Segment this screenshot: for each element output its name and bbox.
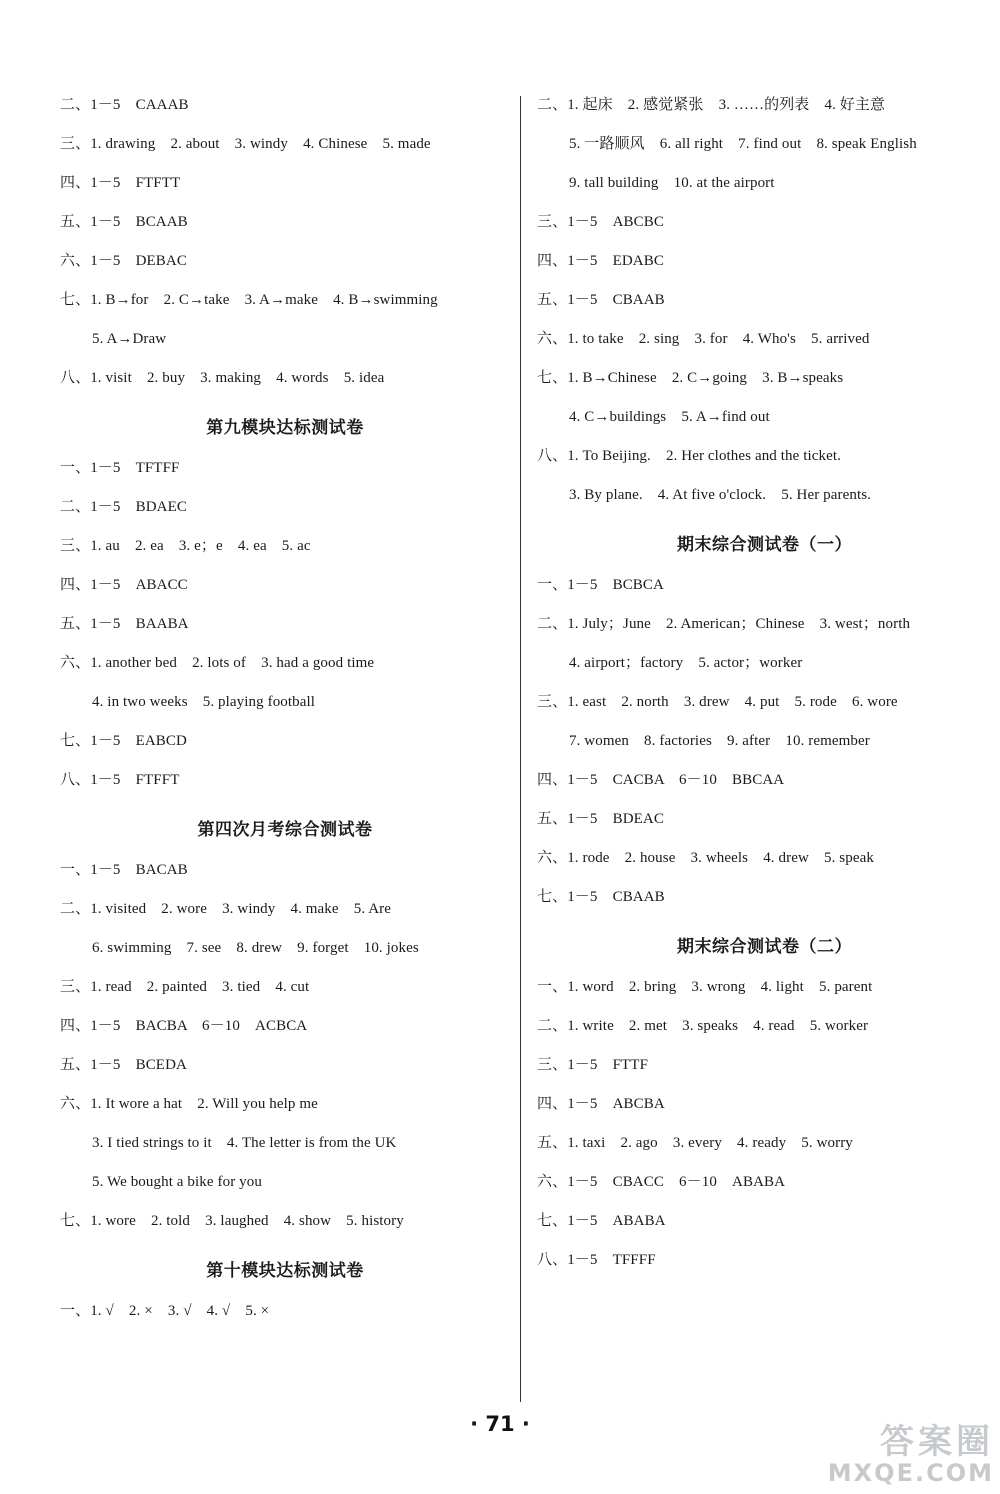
answer-line: 5. A→Draw	[92, 331, 167, 347]
answer-line: 二、1. 起床 2. 感觉紧张 3. ……的列表 4. 好主意	[537, 97, 886, 113]
answer-line: 七、1－5 EABCD	[60, 733, 187, 749]
answer-line: 四、1－5 BACBA 6－10 ACBCA	[60, 1018, 308, 1034]
answer-line: 一、1. word 2. bring 3. wrong 4. light 5. parent	[537, 979, 873, 995]
answer-line: 4. C→buildings 5. A→find out	[569, 409, 770, 425]
answer-line: 八、1. visit 2. buy 3. making 4. words 5. idea	[60, 370, 385, 386]
answer-line: 三、1－5 FTTF	[537, 1057, 649, 1073]
answer-line: 六、1. another bed 2. lots of 3. had a good time	[60, 655, 375, 671]
answer-line: 六、1. to take 2. sing 3. for 4. Who's 5. arrived	[537, 331, 870, 347]
page-number: · 71 ·	[470, 1412, 530, 1436]
answer-line: 四、1－5 CACBA 6－10 BBCAA	[537, 772, 785, 788]
watermark-url: MXQE.COM	[827, 1459, 994, 1487]
answer-line: 四、1－5 ABCBA	[537, 1096, 665, 1112]
answer-line: 三、1. au 2. ea 3. e；e 4. ea 5. ac	[60, 538, 311, 554]
answer-line: 二、1. July；June 2. American；Chinese 3. west；north	[537, 616, 911, 632]
answer-line: 二、1. visited 2. wore 3. windy 4. make 5. Are	[60, 901, 392, 917]
section-heading: 第九模块达标测试卷	[206, 418, 364, 438]
answer-line: 三、1. east 2. north 3. drew 4. put 5. rode 6. wore	[537, 694, 898, 710]
answer-line: 3. By plane. 4. At five o'clock. 5. Her parents.	[569, 487, 872, 503]
watermark-text: 答案圈	[880, 1422, 994, 1462]
answer-line: 三、1. drawing 2. about 3. windy 4. Chinese 5. made	[60, 136, 431, 152]
right-column	[537, 86, 992, 1280]
answer-line: 3. I tied strings to it 4. The letter is from the UK	[92, 1135, 397, 1151]
answer-line: 四、1－5 ABACC	[60, 577, 188, 593]
answer-line: 七、1－5 CBAAB	[537, 889, 665, 905]
answer-line: 六、1－5 DEBAC	[60, 253, 187, 269]
section-heading: 期末综合测试卷（二）	[677, 937, 852, 957]
answer-line: 一、1－5 BACAB	[60, 862, 188, 878]
section-heading: 期末综合测试卷（一）	[677, 535, 852, 555]
answer-line: 七、1－5 ABABA	[537, 1213, 666, 1229]
answer-line: 一、1. √ 2. × 3. √ 4. √ 5. ×	[60, 1303, 270, 1319]
answer-line: 八、1. To Beijing. 2. Her clothes and the ticket.	[537, 448, 842, 464]
answer-line: 7. women 8. factories 9. after 10. remember	[569, 733, 870, 749]
answer-line: 六、1－5 CBACC 6－10 ABABA	[537, 1174, 786, 1190]
watermark-logo	[744, 1414, 994, 1486]
answer-line: 五、1－5 BAABA	[60, 616, 189, 632]
answer-line: 六、1. It wore a hat 2. Will you help me	[60, 1096, 318, 1112]
answer-line: 四、1－5 EDABC	[537, 253, 664, 269]
section-heading: 第四次月考综合测试卷	[197, 820, 373, 840]
answer-line: 一、1－5 TFTFF	[60, 460, 180, 476]
answer-line: 三、1－5 ABCBC	[537, 214, 664, 230]
answer-line: 八、1－5 TFFFF	[537, 1252, 656, 1268]
answer-line: 5. 一路顺风 6. all right 7. find out 8. speak English	[569, 136, 917, 152]
answer-line: 9. tall building 10. at the airport	[569, 175, 775, 191]
answer-line: 6. swimming 7. see 8. drew 9. forget 10. jokes	[92, 940, 419, 956]
answer-line: 五、1. taxi 2. ago 3. every 4. ready 5. worry	[537, 1135, 853, 1151]
answer-line: 4. airport；factory 5. actor；worker	[569, 655, 803, 671]
answer-line: 4. in two weeks 5. playing football	[92, 694, 316, 710]
answer-line: 七、1. wore 2. told 3. laughed 4. show 5. history	[60, 1213, 404, 1229]
left-column	[60, 86, 510, 1331]
answer-line: 七、1. B→for 2. C→take 3. A→make 4. B→swimming	[60, 292, 438, 308]
answer-line: 二、1. write 2. met 3. speaks 4. read 5. worker	[537, 1018, 869, 1034]
answer-line: 五、1－5 BDEAC	[537, 811, 664, 827]
answer-line: 五、1－5 BCEDA	[60, 1057, 187, 1073]
answer-line: 5. We bought a bike for you	[92, 1174, 262, 1190]
answer-line: 二、1－5 BDAEC	[60, 499, 187, 515]
answer-line: 三、1. read 2. painted 3. tied 4. cut	[60, 979, 310, 995]
answer-line: 八、1－5 FTFFT	[60, 772, 180, 788]
answer-line: 二、1－5 CAAAB	[60, 97, 189, 113]
answer-line: 五、1－5 CBAAB	[537, 292, 665, 308]
answer-line: 四、1－5 FTFTT	[60, 175, 181, 191]
column-divider	[520, 96, 521, 1402]
section-heading: 第十模块达标测试卷	[206, 1261, 364, 1281]
answer-line: 一、1－5 BCBCA	[537, 577, 664, 593]
answer-line: 六、1. rode 2. house 3. wheels 4. drew 5. speak	[537, 850, 874, 866]
answer-line: 七、1. B→Chinese 2. C→going 3. B→speaks	[537, 370, 844, 386]
answer-line: 五、1－5 BCAAB	[60, 214, 188, 230]
